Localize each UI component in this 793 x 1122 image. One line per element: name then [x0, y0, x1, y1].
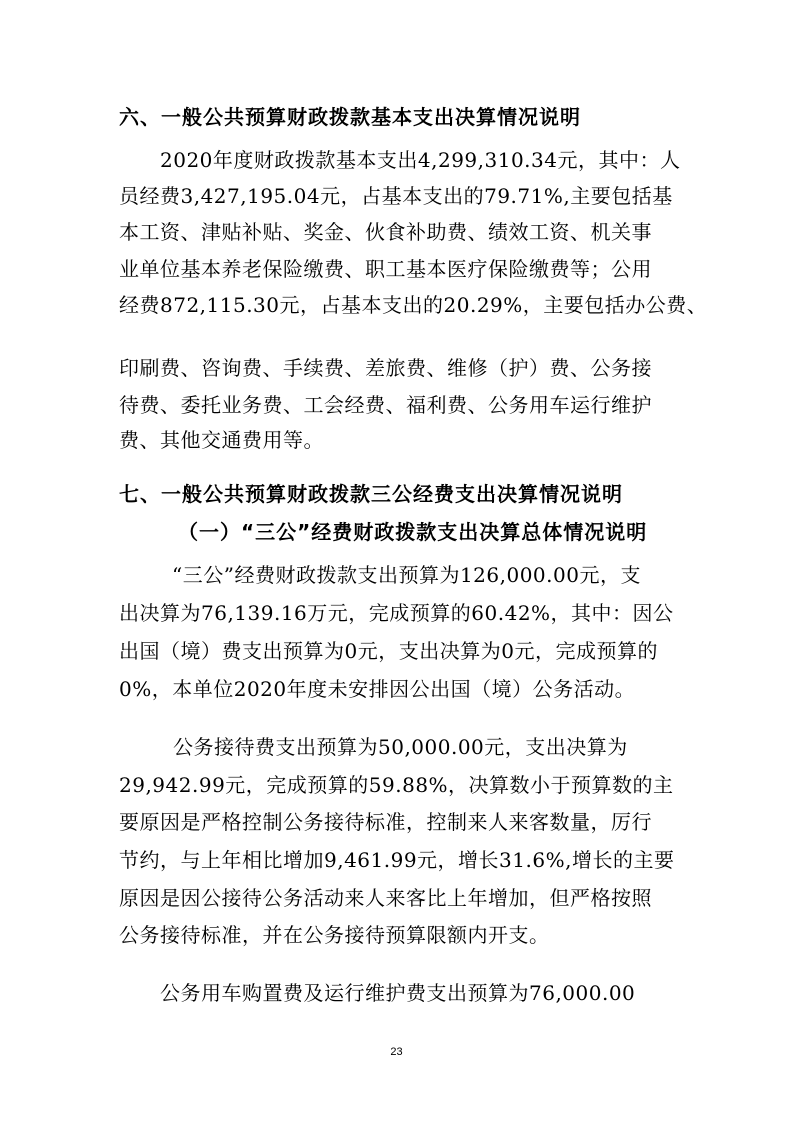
paragraph-line: 节约，与上年相比增加9,461.99元，增长31.6%,增长的主要: [119, 848, 675, 872]
paragraph-line: 29,942.99元，完成预算的59.88%，决算数小于预算数的主: [119, 773, 674, 797]
paragraph-line: 出国（境）费支出预算为0元，支出决算为0元，完成预算的: [119, 639, 658, 663]
paragraph-line: 费、其他交通费用等。: [119, 428, 324, 452]
paragraph-line: 印刷费、咨询费、手续费、差旅费、维修（护）费、公务接: [119, 356, 652, 380]
paragraph-line: “三公”经费财政拨款支出预算为126,000.00元，支: [172, 563, 641, 587]
paragraph-line: 0%，本单位2020年度未安排因公出国（境）公务活动。: [119, 677, 636, 701]
paragraph-line: 本工资、津贴补贴、奖金、伙食补助费、绩效工资、机关事: [119, 220, 652, 244]
page-number: 23: [390, 1046, 403, 1058]
paragraph-line: 待费、委托业务费、工会经费、福利费、公务用车运行维护: [119, 393, 652, 417]
section-6-heading: 六、一般公共预算财政拨款基本支出决算情况说明: [119, 105, 581, 129]
paragraph-line: 2020年度财政拨款基本支出4,299,310.34元，其中：人: [160, 148, 681, 172]
paragraph-line: 员经费3,427,195.04元，占基本支出的79.71%,主要包括基: [119, 184, 673, 208]
paragraph-line: 经费872,115.30元，占基本支出的20.29%，主要包括办公费、: [119, 293, 708, 317]
paragraph-line: 要原因是严格控制公务接待标准，控制来人来客数量，厉行: [119, 810, 652, 834]
paragraph-line: 原因是因公接待公务活动来人来客比上年增加，但严格按照: [119, 886, 652, 910]
paragraph-line: 公务接待费支出预算为50,000.00元，支出决算为: [173, 735, 628, 759]
paragraph-line: 出决算为76,139.16万元，完成预算的60.42%，其中：因公: [119, 601, 674, 625]
paragraph-line: 公务用车购置费及运行维护费支出预算为76,000.00: [160, 981, 636, 1005]
paragraph-line: 业单位基本养老保险缴费、职工基本医疗保险缴费等；公用: [119, 257, 652, 281]
paragraph-line: 公务接待标准，并在公务接待预算限额内开支。: [119, 923, 550, 947]
section-7-heading: 七、一般公共预算财政拨款三公经费支出决算情况说明: [119, 482, 623, 506]
section-7-subheading: （一）“三公”经费财政拨款支出决算总体情况说明: [178, 520, 648, 544]
